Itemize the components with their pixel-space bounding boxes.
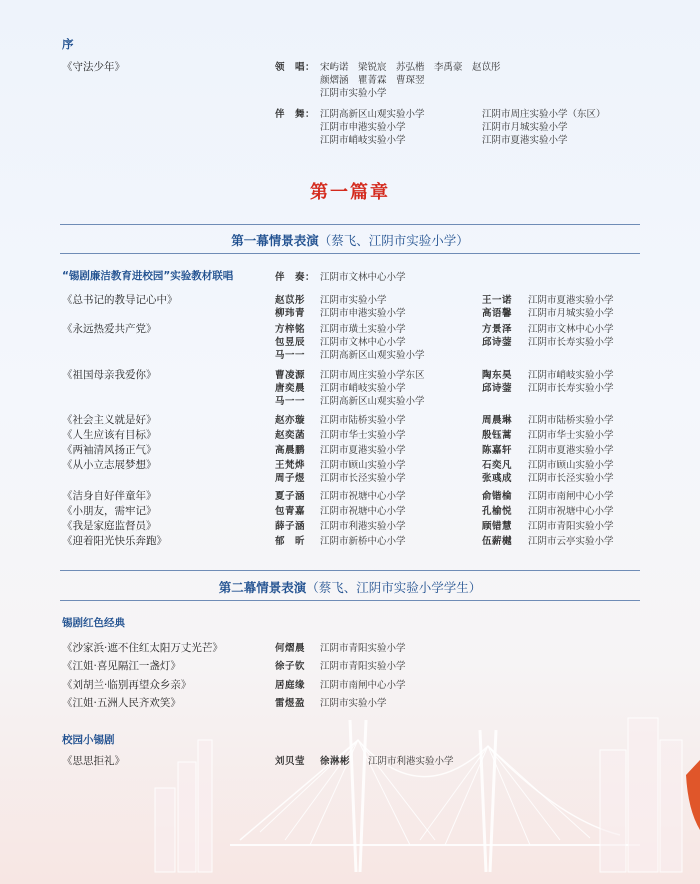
performer-name: 高语馨 <box>482 308 513 319</box>
divider <box>60 600 640 601</box>
performer-name: 雷煜盈 <box>275 698 306 709</box>
program-title: 《迎着阳光快乐奔跑》 <box>62 535 167 547</box>
performer-name: 高晨鹏 <box>275 445 306 456</box>
program-title: 《祖国母亲我爱你》 <box>62 369 157 381</box>
performer-school: 江阴市南闸中心小学 <box>320 680 406 691</box>
performer-school: 江阴市顾山实验小学 <box>320 460 406 471</box>
performer-name: 殷钰蒿 <box>482 430 513 441</box>
program-title: 《总书记的教导记心中》 <box>62 294 178 306</box>
performer-school: 江阴市夏港实验小学 <box>320 445 406 456</box>
performer-school: 江阴市利港实验小学 <box>368 756 454 767</box>
performer-name: 何熠晨 <box>275 643 306 654</box>
performer-name: 陶东昊 <box>482 370 513 381</box>
performer-name: 郁 昕 <box>275 536 306 547</box>
performer-school: 江阴市青阳实验小学 <box>320 643 406 654</box>
performer-school: 江阴市文林中心小学 <box>320 337 406 348</box>
performer-name: 包昱辰 <box>275 337 306 348</box>
performer-name: 包青嘉 <box>275 506 306 517</box>
performer-school: 江阴市华士实验小学 <box>528 430 614 441</box>
performer-name: 居庭缘 <box>275 680 306 691</box>
performer-school: 江阴高新区山观实验小学 <box>320 350 425 361</box>
performer-name: 薛子涵 <box>275 521 306 532</box>
performer-school: 江阴市长寿实验小学 <box>528 337 614 348</box>
performer-school: 江阴市文林中心小学 <box>528 324 614 335</box>
performer-school: 江阴市南闸中心小学 <box>528 491 614 502</box>
performer-school: 江阴市峭岐实验小学 <box>528 370 614 381</box>
program-title: 《洁身自好伴童年》 <box>62 490 157 502</box>
performer-school: 江阴市利港实验小学 <box>320 521 406 532</box>
performer-school: 江阴市周庄实验小学东区 <box>320 370 425 381</box>
performer-school: 江阴市璜土实验小学 <box>320 324 406 335</box>
program-title: 《人生应该有目标》 <box>62 429 157 441</box>
program-title: 《两袖清风扬正气》 <box>62 444 157 456</box>
performer-school: 江阴市祝塘中心小学 <box>320 506 406 517</box>
performer-name: 马一一 <box>275 396 306 407</box>
program-title: 《社会主义就是好》 <box>62 414 157 426</box>
performer-name: 赵奕菡 <box>275 430 306 441</box>
performer-name: 方景泽 <box>482 324 513 335</box>
singers-line-2: 颜熠涵 瞿菁霖 曹琛翌 <box>320 75 425 86</box>
singers-school: 江阴市实验小学 <box>320 88 387 99</box>
program-title: 《永远热爱共产党》 <box>62 323 157 335</box>
sing-label: 领 唱： <box>275 62 316 73</box>
dance-label: 伴 舞： <box>275 109 316 120</box>
performer-school: 江阴市祝塘中心小学 <box>320 491 406 502</box>
performer-school: 江阴市华士实验小学 <box>320 430 406 441</box>
performer-school: 江阴市夏港实验小学 <box>528 445 614 456</box>
accompaniment-school: 江阴市文林中心小学 <box>320 272 406 283</box>
dance-school: 江阴高新区山观实验小学 <box>320 109 425 120</box>
performer-school: 江阴高新区山观实验小学 <box>320 396 425 407</box>
singers-line-1: 宋屿诺 梁锐宸 苏弘楷 李禹豪 赵苡彤 <box>320 62 501 73</box>
performer-school: 江阴市陆桥实验小学 <box>528 415 614 426</box>
performer-school: 江阴市申港实验小学 <box>320 308 406 319</box>
program-title: 《沙家浜·遮不住红太阳万丈光芒》 <box>62 642 223 654</box>
performer-name: 马一一 <box>275 350 306 361</box>
program-title: 《江姐·喜见隔江一盏灯》 <box>62 660 181 672</box>
performer-name: 徐淋彬 <box>320 756 351 767</box>
performer-school: 江阴市陆桥实验小学 <box>320 415 406 426</box>
performer-name: 夏子涵 <box>275 491 306 502</box>
act1-section-title: “锡剧廉洁教育进校园”实验教材联唱 <box>62 270 234 282</box>
performer-school: 江阴市长寿实验小学 <box>528 383 614 394</box>
performer-name: 赵亦璇 <box>275 415 306 426</box>
performer-school: 江阴市新桥中心小学 <box>320 536 406 547</box>
performer-name: 俞锴棆 <box>482 491 513 502</box>
dance-school: 江阴市峭岐实验小学 <box>320 135 406 146</box>
act2-section1-title: 锡剧红色经典 <box>62 617 125 629</box>
performer-name: 周晨琳 <box>482 415 513 426</box>
program-title: 《从小立志展梦想》 <box>62 459 157 471</box>
performer-school: 江阴市夏港实验小学 <box>528 295 614 306</box>
performer-name: 曹凌源 <box>275 370 306 381</box>
act2-subtitle: （蔡飞、江阴市实验小学学生） <box>306 580 482 595</box>
performer-name: 顾错慧 <box>482 521 513 532</box>
performer-school: 江阴市月城实验小学 <box>528 308 614 319</box>
program-title: 《江姐·五洲人民齐欢笑》 <box>62 697 181 709</box>
divider <box>60 570 640 571</box>
preface-program-title: 《守法少年》 <box>62 61 125 73</box>
performer-school: 江阴市实验小学 <box>320 295 387 306</box>
act1-heading <box>0 231 700 249</box>
act1-subtitle: （蔡飞、江阴市实验小学） <box>318 233 469 248</box>
performer-name: 王梵烨 <box>275 460 306 471</box>
performer-school: 江阴市长泾实验小学 <box>320 473 406 484</box>
dance-school: 江阴市周庄实验小学（东区） <box>482 109 606 120</box>
performer-name: 张彧成 <box>482 473 513 484</box>
performer-name: 柳玮青 <box>275 308 306 319</box>
performer-name: 周子煜 <box>275 473 306 484</box>
performer-name: 王一诺 <box>482 295 513 306</box>
program-title: 《我是家庭监督员》 <box>62 520 157 532</box>
performer-name: 刘贝莹 <box>275 756 306 767</box>
performer-name: 伍薪樾 <box>482 536 513 547</box>
performer-school: 江阴市青阳实验小学 <box>320 661 406 672</box>
dance-school: 江阴市申港实验小学 <box>320 122 406 133</box>
dance-school: 江阴市月城实验小学 <box>482 122 568 133</box>
preface-label: 序 <box>62 37 74 51</box>
program-title: 《思思拒礼》 <box>62 755 125 767</box>
performer-school: 江阴市祝塘中心小学 <box>528 506 614 517</box>
performer-name: 石奕凡 <box>482 460 513 471</box>
program-title: 《小朋友，需牢记》 <box>62 505 157 517</box>
performer-name: 唐奕晨 <box>275 383 306 394</box>
accompaniment-label: 伴 奏： <box>275 272 316 283</box>
performer-name: 赵苡彤 <box>275 295 306 306</box>
performer-name: 孔榆悦 <box>482 506 513 517</box>
program-title: 《刘胡兰·临别再望众乡亲》 <box>62 679 192 691</box>
dance-school: 江阴市夏港实验小学 <box>482 135 568 146</box>
act2-heading <box>0 578 700 596</box>
performer-school: 江阴市青阳实验小学 <box>528 521 614 532</box>
performer-name: 方梓铭 <box>275 324 306 335</box>
performer-school: 江阴市实验小学 <box>320 698 387 709</box>
performer-school: 江阴市峭岐实验小学 <box>320 383 406 394</box>
performer-name: 陈嘉轩 <box>482 445 513 456</box>
performer-name: 邱诗蓥 <box>482 383 513 394</box>
performer-school: 江阴市长泾实验小学 <box>528 473 614 484</box>
act2-title: 第二幕情景表演 <box>218 580 307 595</box>
chapter-title: 第一篇章 <box>310 182 390 203</box>
performer-name: 徐子钦 <box>275 661 306 672</box>
act1-title: 第一幕情景表演 <box>231 233 319 248</box>
act2-section2-title: 校园小锡剧 <box>62 734 115 746</box>
divider <box>60 253 640 254</box>
divider <box>60 224 640 225</box>
performer-school: 江阴市顾山实验小学 <box>528 460 614 471</box>
performer-school: 江阴市云亭实验小学 <box>528 536 614 547</box>
performer-name: 邱诗蓥 <box>482 337 513 348</box>
